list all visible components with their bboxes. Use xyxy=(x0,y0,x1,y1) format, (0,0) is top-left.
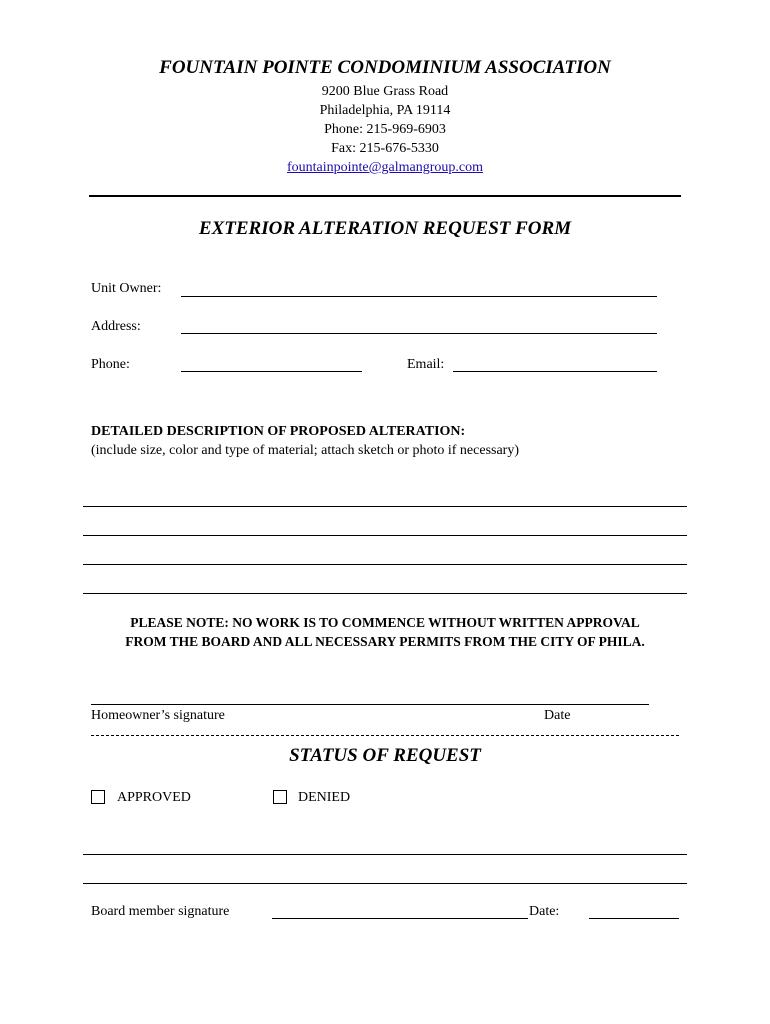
phone-label: Phone: xyxy=(91,357,130,372)
description-line-3[interactable] xyxy=(83,564,687,565)
section-divider-dashed xyxy=(91,735,679,736)
email-label: Email: xyxy=(407,357,445,372)
email-link[interactable]: fountainpointe@galmangroup.com xyxy=(286,160,483,175)
description-line-2[interactable] xyxy=(83,535,687,536)
address-block xyxy=(0,82,770,177)
description-instructions: (include size, color and type of material; attach sketch or photo if necessary) xyxy=(91,443,519,458)
address-line-1: 9200 Blue Grass Road xyxy=(321,84,449,99)
approved-checkbox[interactable] xyxy=(91,790,105,804)
homeowner-signature-field[interactable] xyxy=(91,704,649,705)
unit-owner-field[interactable] xyxy=(181,296,657,297)
homeowner-date-label: Date xyxy=(544,708,571,723)
board-date-label: Date: xyxy=(529,904,560,919)
board-signature-label: Board member signature xyxy=(91,904,230,919)
denied-label: DENIED xyxy=(298,790,351,805)
email-field[interactable] xyxy=(453,371,657,372)
approved-label: APPROVED xyxy=(117,790,191,805)
phone-field[interactable] xyxy=(181,371,362,372)
fax-line: Fax: 215-676-5330 xyxy=(331,141,439,156)
homeowner-signature-label: Homeowner’s signature xyxy=(91,708,225,723)
description-heading: DETAILED DESCRIPTION OF PROPOSED ALTERATION: xyxy=(91,424,466,439)
phone-line: Phone: 215-969-6903 xyxy=(324,122,446,137)
status-title: STATUS OF REQUEST xyxy=(289,745,481,766)
note-line-2: FROM THE BOARD AND ALL NECESSARY PERMITS FROM THE CITY OF PHILA. xyxy=(125,634,645,649)
address-line-2: Philadelphia, PA 19114 xyxy=(319,103,451,118)
board-date-field[interactable] xyxy=(589,918,679,919)
address-field[interactable] xyxy=(181,333,657,334)
unit-owner-label: Unit Owner: xyxy=(91,281,162,296)
description-line-1[interactable] xyxy=(83,506,687,507)
organization-name: FOUNTAIN POINTE CONDOMINIUM ASSOCIATION xyxy=(159,57,611,78)
description-line-4[interactable] xyxy=(83,593,687,594)
form-title: EXTERIOR ALTERATION REQUEST FORM xyxy=(198,218,572,239)
note-line-1: PLEASE NOTE: NO WORK IS TO COMMENCE WITHOUT WRITTEN APPROVAL xyxy=(130,615,640,630)
board-notes-line-1[interactable] xyxy=(83,854,687,855)
board-notes-line-2[interactable] xyxy=(83,883,687,884)
board-signature-field[interactable] xyxy=(272,918,528,919)
approval-note xyxy=(0,613,770,651)
denied-checkbox[interactable] xyxy=(273,790,287,804)
address-label: Address: xyxy=(91,319,141,334)
header-divider xyxy=(89,195,681,197)
